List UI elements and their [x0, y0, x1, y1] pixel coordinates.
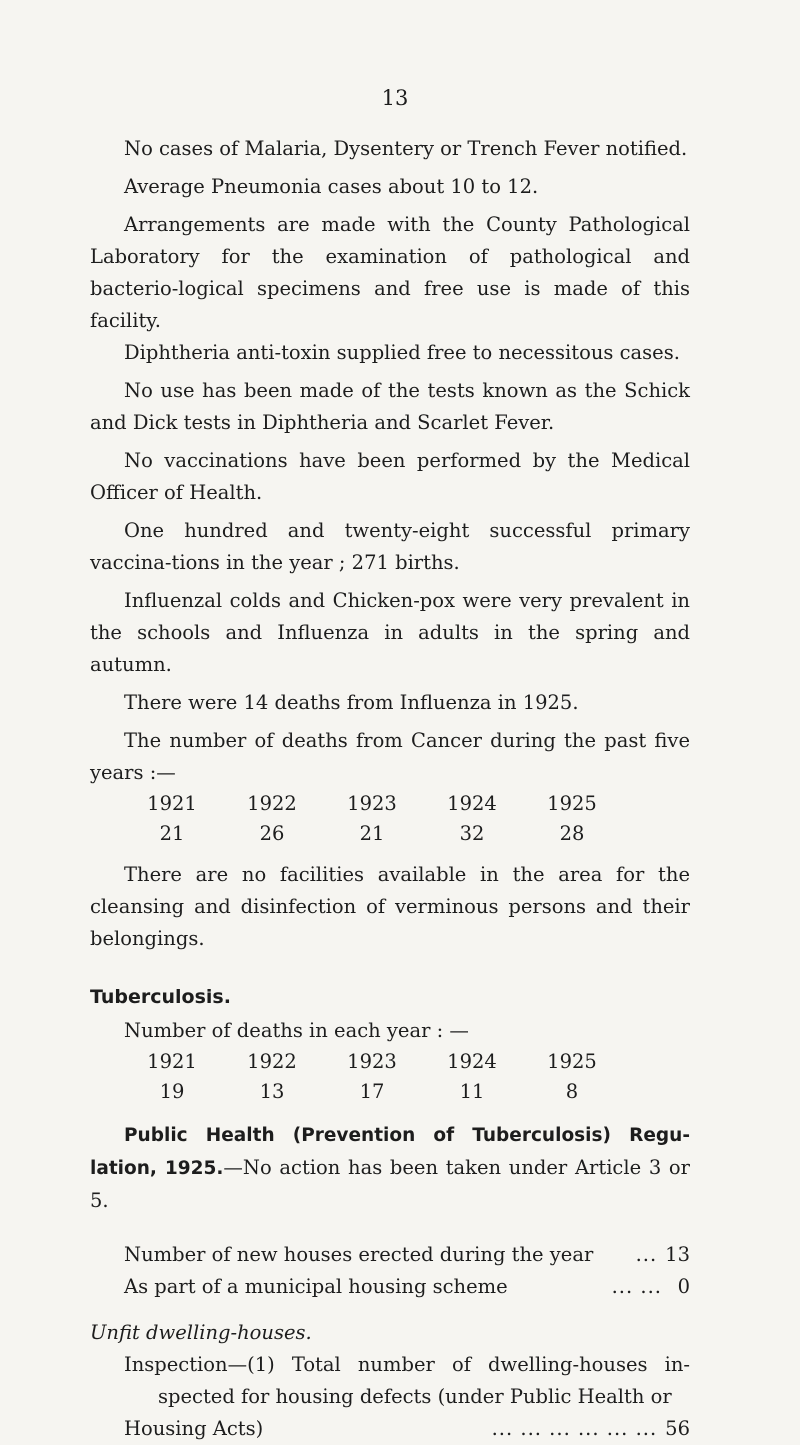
paragraph-vaccinations: No vaccinations have been performed by the Medical Officer of Health.	[90, 449, 690, 504]
housing-label: As part of a municipal housing scheme	[124, 1275, 508, 1298]
cancer-year: 1925	[547, 792, 597, 815]
regulation-text: —No action has been taken under Article 3 or 5.	[90, 1156, 690, 1212]
paragraph-notifications: No cases of Malaria, Dysentery or Trench Fever notified.	[124, 137, 688, 160]
paragraph-influenzal: Influenzal colds and Chicken-pox were very prevalent in the schools and Influenza in adults in the spring and autumn.	[90, 589, 690, 676]
paragraph-cancer-intro: The number of deaths from Cancer during the past five years :—	[90, 729, 690, 784]
tb-year: 1925	[547, 1050, 597, 1073]
paragraph-laboratory: Arrangements are made with the County Pathological Laboratory for the examination of pathological and bacterio-logical specimens and free use is made of this facility.	[90, 213, 690, 332]
unfit-heading: Unfit dwelling-houses.	[90, 1321, 312, 1344]
tb-deaths-value: 11	[459, 1080, 485, 1103]
tb-deaths-value: 17	[359, 1080, 385, 1103]
housing-value: 0	[677, 1275, 690, 1298]
cancer-year: 1923	[347, 792, 397, 815]
cancer-deaths-value: 26	[259, 822, 285, 845]
cancer-deaths-table	[122, 789, 622, 849]
unfit-inspection-value: 56	[665, 1417, 690, 1440]
paragraph-primary-vaccinations: One hundred and twenty-eight successful primary vaccina-tions in the year ; 271 births.	[90, 519, 690, 574]
tb-deaths-value: 8	[565, 1080, 579, 1103]
regulation-title: Public Health (Prevention of Tuberculosis) Regu-lation, 1925.	[90, 1125, 690, 1179]
tb-deaths-value: 13	[259, 1080, 285, 1103]
cancer-deaths-value: 21	[159, 822, 185, 845]
leader-dots: ... ...	[611, 1275, 662, 1298]
housing-row-new-houses	[124, 1239, 690, 1271]
paragraph-antitoxin: Diphtheria anti-toxin supplied free to necessitous cases.	[124, 341, 680, 364]
unfit-inspection-last: Housing Acts)	[124, 1417, 264, 1440]
tb-deaths-value: 19	[159, 1080, 185, 1103]
tb-year: 1922	[247, 1050, 297, 1073]
page-content	[90, 133, 690, 1445]
tuberculosis-intro: Number of deaths in each year : —	[124, 1019, 469, 1042]
housing-value: 13	[665, 1243, 690, 1266]
cancer-year: 1921	[147, 792, 197, 815]
cancer-deaths-value: 21	[359, 822, 385, 845]
paragraph-schick-dick: No use has been made of the tests known as the Schick and Dick tests in Diphtheria and Scarlet Fever.	[90, 379, 690, 434]
page-number: 13	[381, 86, 409, 110]
tb-year: 1924	[447, 1050, 497, 1073]
tb-year: 1923	[347, 1050, 397, 1073]
paragraph-regulation	[90, 1119, 690, 1217]
cancer-deaths-value: 28	[559, 822, 585, 845]
tuberculosis-heading: Tuberculosis.	[90, 986, 231, 1008]
cancer-year: 1922	[247, 792, 297, 815]
tuberculosis-deaths-table	[122, 1047, 622, 1107]
paragraph-influenza-deaths: There were 14 deaths from Influenza in 1925.	[124, 691, 579, 714]
housing-label: Number of new houses erected during the year	[124, 1243, 594, 1266]
cancer-year: 1924	[447, 792, 497, 815]
leader-dots: ... ... ... ... ... ...	[491, 1417, 658, 1440]
housing-row-municipal	[124, 1271, 690, 1303]
leader-dots: ...	[635, 1243, 658, 1266]
unfit-inspection-row	[124, 1413, 690, 1445]
tb-year: 1921	[147, 1050, 197, 1073]
cancer-deaths-value: 32	[459, 822, 485, 845]
paragraph-pneumonia: Average Pneumonia cases about 10 to 12.	[124, 175, 539, 198]
paragraph-cleansing: There are no facilities available in the area for the cleansing and disinfection of verminous persons and their belongings.	[90, 863, 690, 950]
unfit-inspection-text: Inspection—(1) Total number of dwelling-houses in-spected for housing defects (under Public Health or	[124, 1353, 690, 1408]
